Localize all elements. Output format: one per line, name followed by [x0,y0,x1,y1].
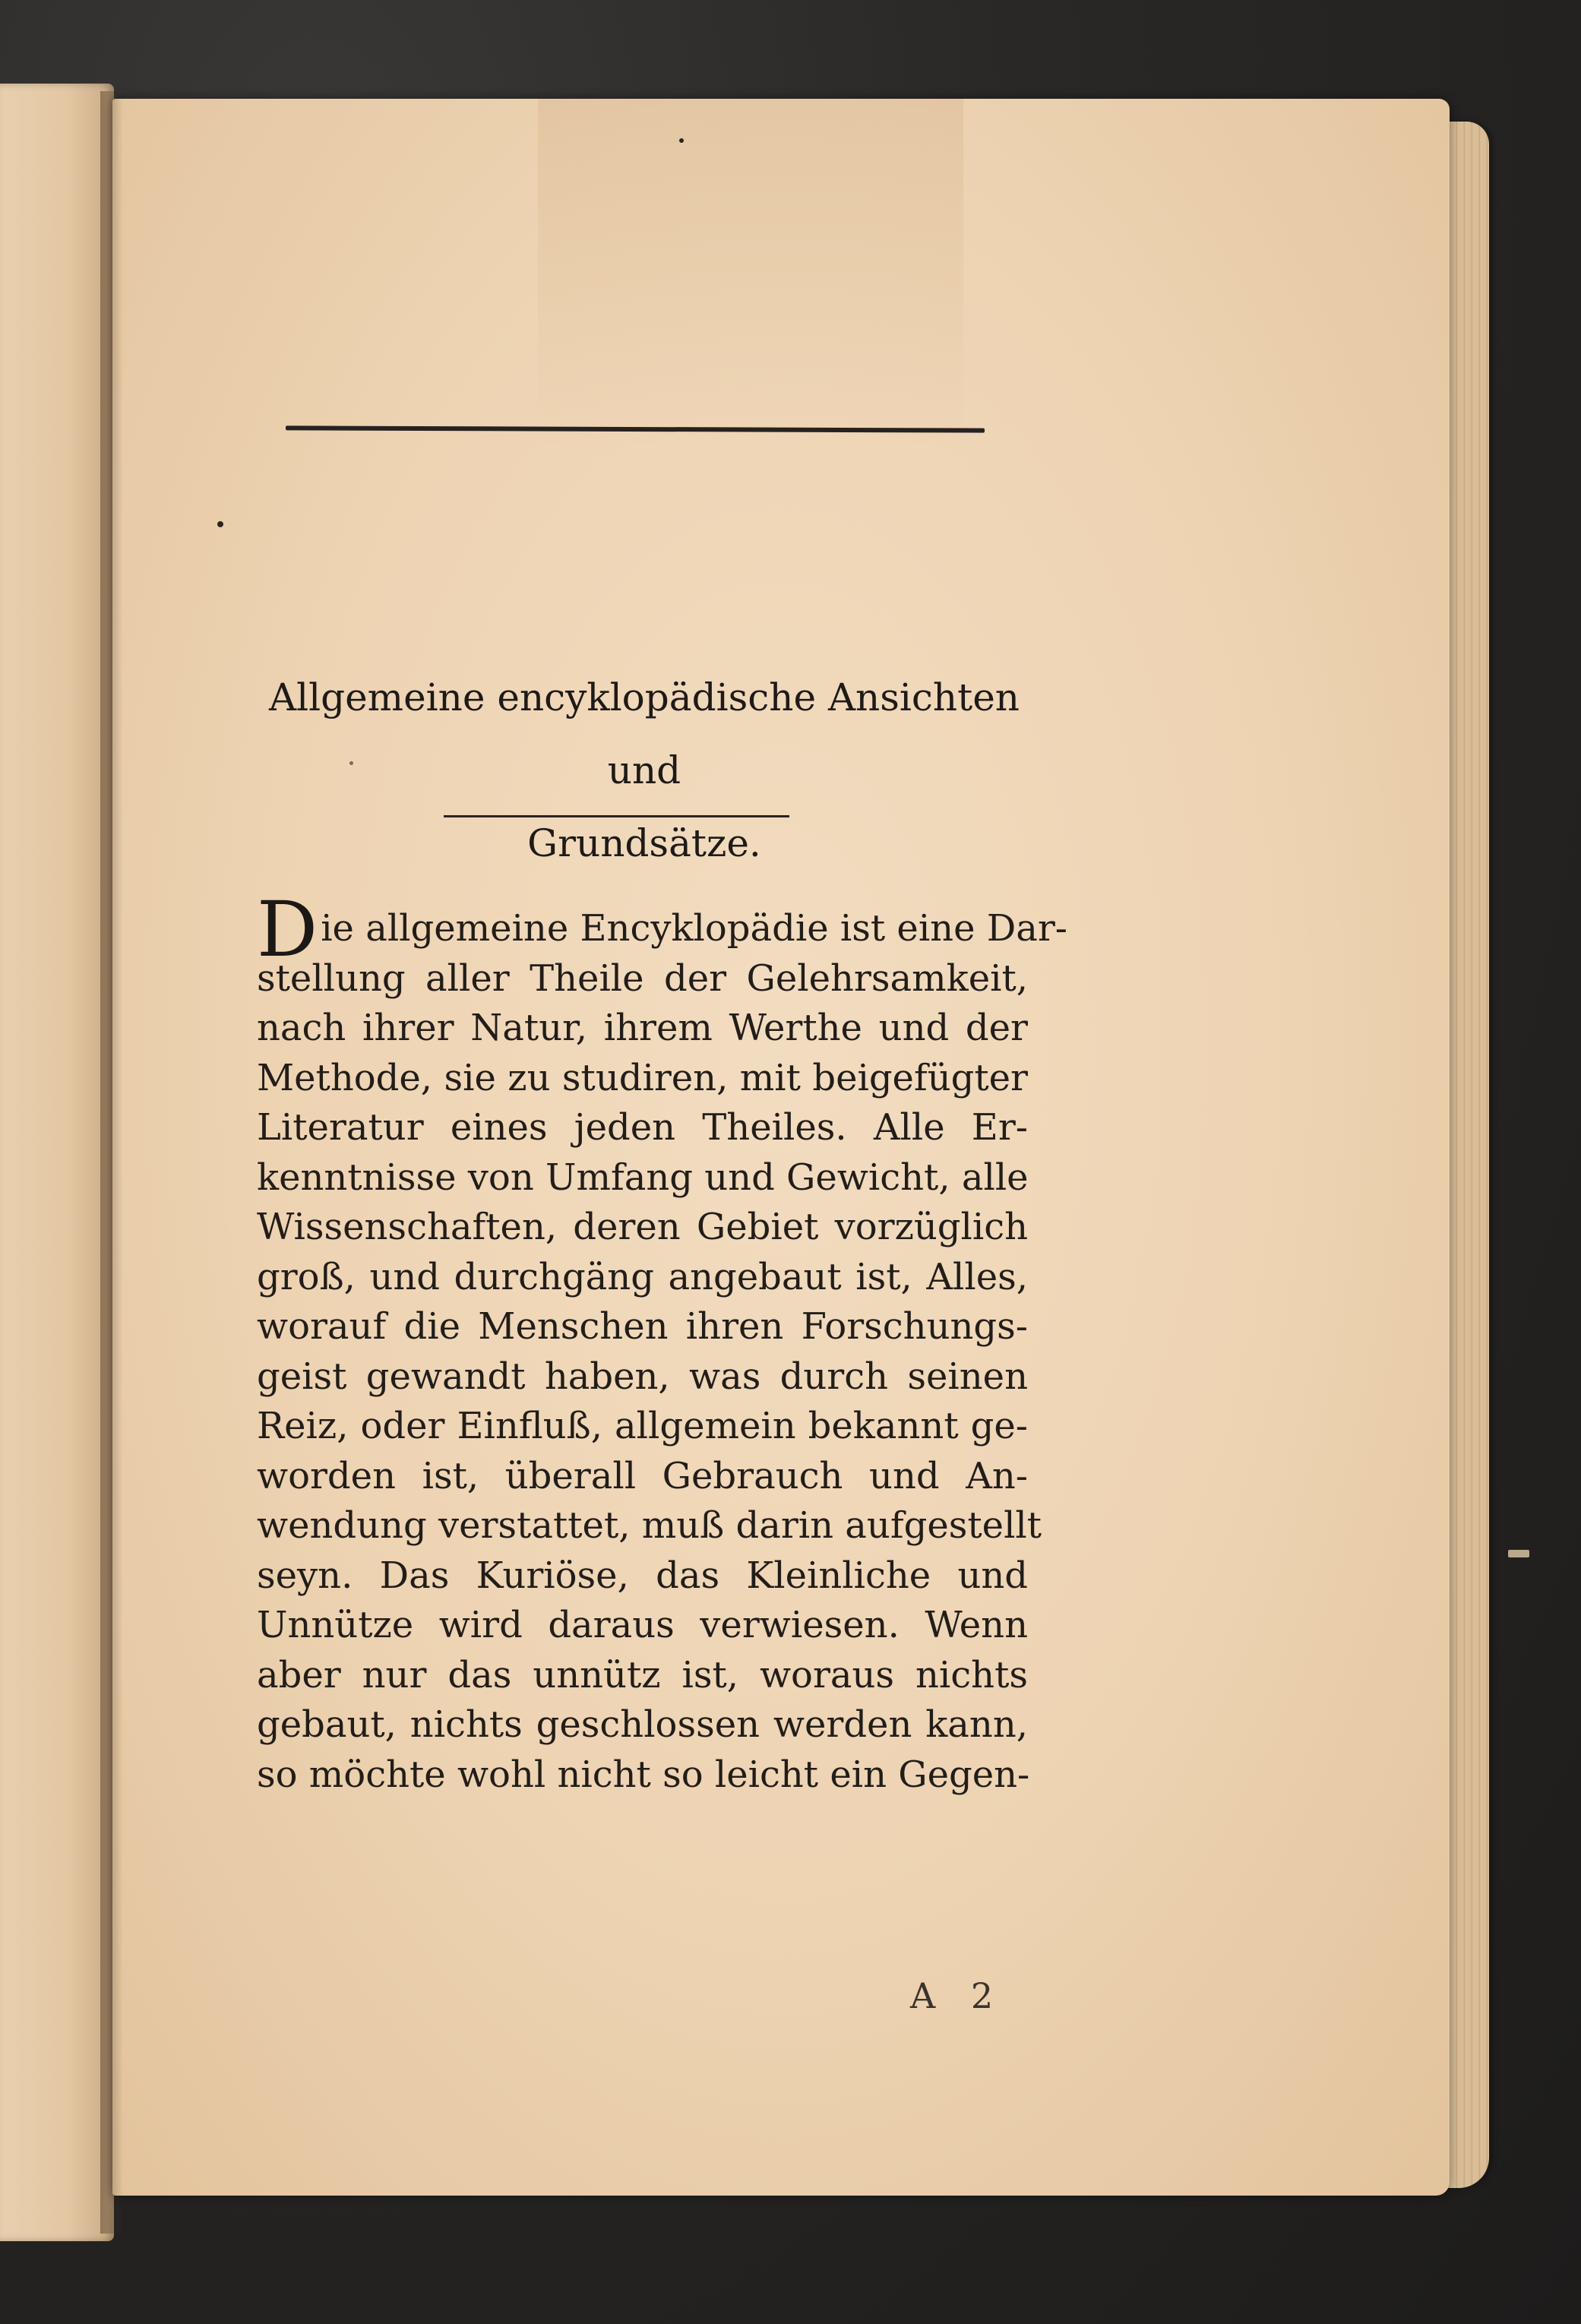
body-text [257,885,1068,1800]
text-line: groß, und durchgäng angebaut ist, Alles, [257,1255,1028,1298]
edge-mark [1508,1550,1529,1557]
text-line: ie allgemeine Encyklopädie ist eine Dar- [321,907,1068,950]
text-line: stellung aller Theile der Gelehrsamkeit, [257,956,1028,1000]
paper-stain [538,99,963,448]
ink-speck [349,761,353,765]
text-line: Literatur eines jeden Theiles. Alle Er- [257,1106,1028,1149]
text-line: Wissenschaften, deren Gebiet vorzüglich [257,1206,1028,1248]
title-rule [444,815,789,817]
text-line: gebaut, nichts geschlossen werden kann, [257,1703,1028,1746]
text-line: kenntnisse von Umfang und Gewicht, alle [257,1156,1029,1199]
text-line: wendung verstattet, muß darin aufgestellt [257,1504,1042,1547]
ink-speck [679,138,684,143]
title-line-1: Allgemeine encyklopädische Ansichten und [268,675,1020,792]
ink-speck [217,521,223,527]
text-line: Methode, sie zu studiren, mit beigefügter [257,1056,1028,1099]
text-line: Unnütze wird daraus verwiesen. Wenn [257,1604,1028,1646]
text-line: Reiz, oder Einfluß, allgemein bekannt ge- [257,1405,1028,1447]
spine-shadow [100,91,123,2234]
signature-mark: A 2 [910,1975,1006,2016]
drop-cap: D [257,885,318,974]
text-line: so möchte wohl nicht so leicht ein Gegen- [257,1753,1030,1796]
left-page-edge [0,84,114,2241]
chapter-title [264,661,1024,880]
text-line: worauf die Menschen ihren Forschungs- [257,1305,1028,1348]
text-line: geist gewandt haben, was durch seinen [257,1355,1028,1398]
book-page [112,99,1450,2196]
text-line: aber nur das unnütz ist, woraus nichts [257,1653,1028,1696]
text-line: nach ihrer Natur, ihrem Werthe und der [257,1007,1028,1049]
text-line: seyn. Das Kuriöse, das Kleinliche und [257,1554,1028,1597]
title-line-2: Grundsätze. [527,821,761,865]
text-line: worden ist, überall Gebrauch und An- [257,1454,1028,1497]
